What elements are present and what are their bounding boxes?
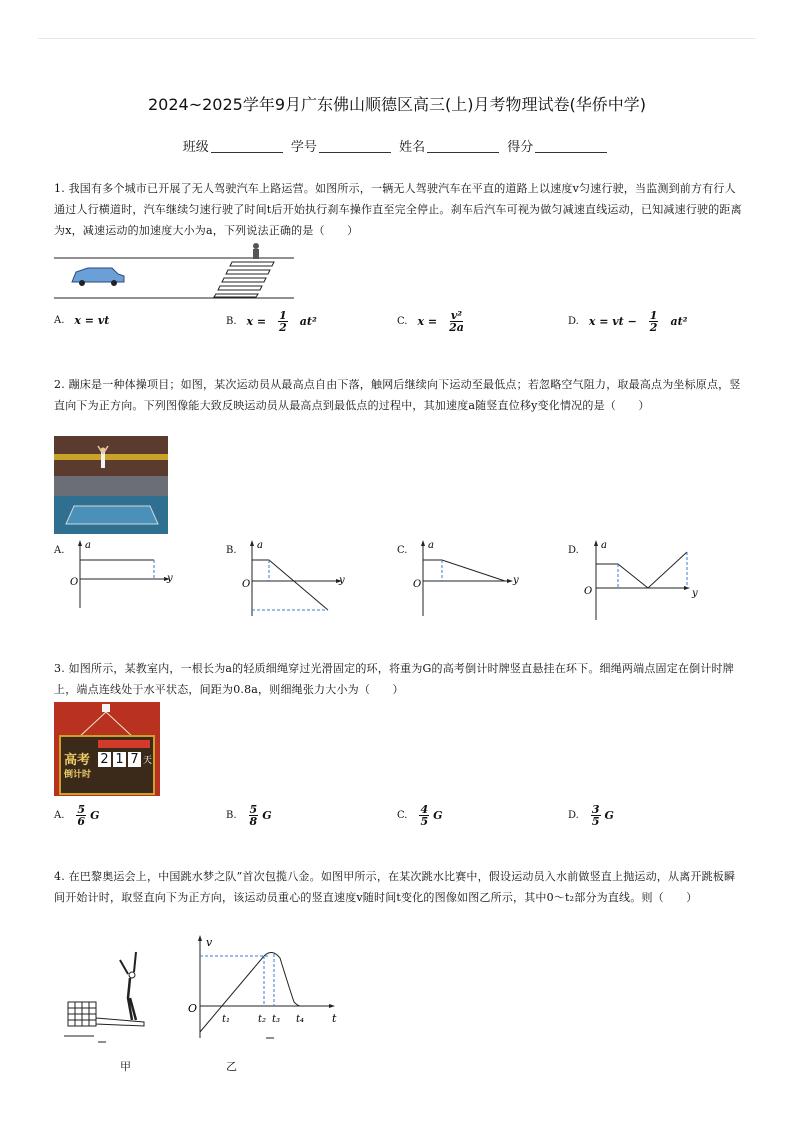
- axis-a-label: a: [257, 540, 263, 551]
- q2-graph-d[interactable]: [580, 538, 700, 622]
- origin-label: O: [242, 579, 251, 590]
- axis-y-label: y: [513, 575, 519, 586]
- top-divider: [38, 38, 756, 39]
- number-label: 学号: [290, 140, 317, 155]
- axis-a-label: a: [601, 540, 607, 551]
- option-key: D.: [568, 316, 579, 327]
- denominator: 2: [649, 321, 658, 334]
- tick-t3: t₃: [272, 1014, 281, 1025]
- tick-t4: t₄: [296, 1014, 305, 1025]
- fraction: [419, 804, 429, 827]
- q2-graph-b[interactable]: [236, 538, 352, 618]
- digit: 1: [113, 752, 126, 767]
- q2-option-a-key[interactable]: A.: [54, 545, 65, 556]
- fraction: [649, 310, 659, 333]
- fraction: [449, 310, 464, 333]
- number-field[interactable]: [319, 140, 391, 153]
- digit: 7: [128, 752, 141, 767]
- option-expr-tail: G: [604, 809, 614, 822]
- denominator: 5: [420, 815, 429, 828]
- option-expr-tail: at²: [299, 315, 317, 328]
- question-4-text: 4. 在巴黎奥运会上，中国跳水梦之队”首次包揽八金。如图甲所示，在某次跳水比赛中，假设运动员入水前做竖直上抛运动，从离开跳板瞬间开始计时，取竖直向下为正方向，该运动员重心的竖直速度v随时间t变化的图像如图乙所示，其中0～t₂部分为直线。则（ ）: [54, 870, 736, 904]
- digit: 2: [98, 752, 111, 767]
- option-expr: x =: [417, 315, 438, 328]
- velocity-time-graph: [186, 932, 346, 1042]
- option-key: A.: [54, 315, 65, 326]
- fraction: [76, 804, 86, 827]
- origin-label: O: [413, 579, 422, 590]
- q3-option-b[interactable]: [226, 804, 272, 827]
- diver-figure: [60, 950, 160, 1046]
- denominator: 6: [77, 815, 86, 828]
- option-expr: x = vt: [74, 314, 110, 327]
- class-label: 班级: [182, 140, 209, 155]
- numerator: v²: [450, 309, 463, 322]
- numerator: 3: [591, 803, 600, 816]
- q1-option-a[interactable]: [54, 314, 109, 327]
- axis-y-label: y: [692, 588, 698, 599]
- numerator: 4: [420, 803, 429, 816]
- name-label: 姓名: [399, 140, 426, 155]
- tick-t1: t₁: [222, 1014, 231, 1025]
- q1-option-d[interactable]: [568, 310, 687, 333]
- fraction: [591, 804, 601, 827]
- origin-label: O: [188, 1002, 198, 1015]
- score-label: 得分: [507, 140, 534, 155]
- board-big-text: [64, 754, 94, 782]
- option-key: B.: [226, 316, 237, 327]
- student-info-line: [0, 136, 794, 155]
- option-key: C.: [397, 316, 408, 327]
- q3-option-c[interactable]: [397, 804, 443, 827]
- axis-y-label: y: [339, 575, 345, 586]
- name-field[interactable]: [427, 140, 499, 153]
- axis-a-label: a: [428, 540, 434, 551]
- score-field[interactable]: [535, 140, 607, 153]
- denominator: 2a: [449, 321, 464, 334]
- denominator: 2: [279, 321, 287, 334]
- origin-label: O: [584, 586, 593, 597]
- q2-option-d-key[interactable]: D.: [568, 545, 579, 556]
- option-expr-tail: G: [90, 809, 100, 822]
- figure-yi-caption: 乙: [226, 1060, 237, 1073]
- option-expr: x = vt −: [588, 315, 637, 328]
- axis-v-label: v: [206, 936, 213, 949]
- question-3-text: 3. 如图所示，某教室内，一根长为a的轻质细绳穿过光滑固定的环，将重为G的高考倒计时牌竖直悬挂在环下。细绳两端点固定在倒计时牌上，端点连线处于水平状态，间距为0.8a，则细绳张力大小为（ ）: [54, 662, 734, 696]
- option-key: C.: [397, 810, 408, 821]
- countdown-board-photo: [54, 702, 160, 796]
- q2-graph-a[interactable]: [64, 538, 180, 612]
- fraction: [249, 804, 259, 827]
- denominator: 5: [591, 815, 600, 828]
- option-expr-tail: G: [262, 809, 272, 822]
- question-1-text: 1. 我国有多个城市已开展了无人驾驶汽车上路运营。如图所示，一辆无人驾驶汽车在平直的道路上以速度v匀速行驶，当监测到前方有行人通过人行横道时，汽车继续匀速行驶了时间t后开始执行刹车操作直至完全停止。刹车后汽车可视为做匀减速直线运动，已知减速行驶的距离为x，减速运动的加速度大小为a，下列说法正确的是（ ）: [54, 182, 742, 237]
- q1-road-figure: [54, 240, 304, 302]
- q1-option-c[interactable]: [397, 310, 466, 333]
- numerator: 5: [77, 803, 86, 816]
- option-key: A.: [54, 810, 65, 821]
- q3-option-a[interactable]: [54, 804, 99, 827]
- option-expr-tail: G: [433, 809, 443, 822]
- page-title: 2024~2025学年9月广东佛山顺德区高三(上)月考物理试卷(华侨中学): [148, 95, 646, 114]
- option-key: B.: [226, 810, 237, 821]
- origin-label: O: [70, 577, 79, 588]
- numerator: 1: [649, 309, 658, 322]
- q2-option-c-key[interactable]: C.: [397, 545, 408, 556]
- question-2-text: 2. 蹦床是一种体操项目；如图，某次运动员从最高点自由下落，触网后继续向下运动至最低点；若忽略空气阻力，取最高点为坐标原点，竖直向下为正方向。下列图像能大致反映运动员从最高点到最低点的过程中，其加速度a随竖直位移y变化情况的是（ ）: [54, 378, 741, 412]
- q1-option-b[interactable]: [226, 310, 317, 333]
- class-field[interactable]: [211, 140, 283, 153]
- option-expr: x =: [246, 315, 267, 328]
- axis-t-label: t: [332, 1012, 337, 1025]
- axis-y-label: y: [167, 573, 173, 584]
- tick-t2: t₂: [258, 1014, 267, 1025]
- figure-jia-caption: 甲: [120, 1060, 131, 1073]
- axis-a-label: a: [85, 540, 91, 551]
- denominator: 8: [249, 815, 258, 828]
- digit-unit: 天: [143, 756, 153, 766]
- fraction: [278, 310, 288, 333]
- q2-graph-c[interactable]: [407, 538, 523, 618]
- board-digits: [98, 752, 152, 767]
- option-key: D.: [568, 810, 579, 821]
- trampoline-photo: [54, 436, 168, 534]
- q2-option-b-key[interactable]: B.: [226, 545, 237, 556]
- q3-option-d[interactable]: [568, 804, 614, 827]
- board-big-line-2: 倒计时: [64, 770, 92, 780]
- numerator: 1: [279, 309, 287, 322]
- option-expr-tail: at²: [670, 315, 688, 328]
- numerator: 5: [249, 803, 258, 816]
- board-big-line-1: 高考: [64, 753, 91, 768]
